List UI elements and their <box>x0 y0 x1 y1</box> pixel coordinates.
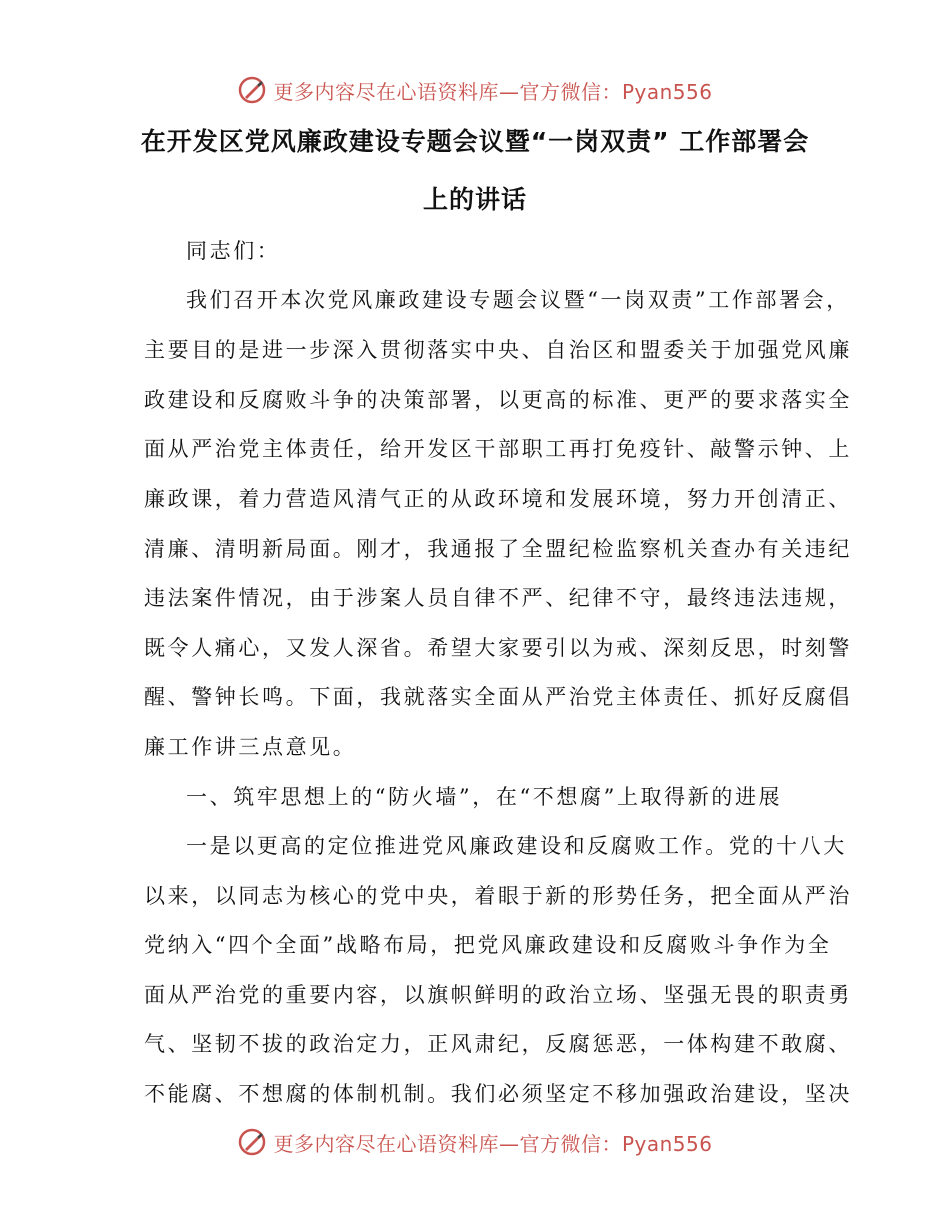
body-line: 主要目的是进一步深入贯彻落实中央、自治区和盟委关于加强党风廉 <box>144 338 852 362</box>
section-heading: 一、筑牢思想上的“防火墙”，在“不想腐”上取得新的进展 <box>186 785 783 809</box>
body-line: 醒、警钟长鸣。下面，我就落实全面从严治党主体责任、抓好反腐倡 <box>144 685 852 709</box>
body-line: 廉工作讲三点意见。 <box>144 735 357 759</box>
footer-watermark-text: 更多内容尽在心语资料库—官方微信：Pyan556 <box>273 1131 713 1156</box>
body-line: 一是以更高的定位推进党风廉政建设和反腐败工作。党的十八大 <box>186 834 847 858</box>
pen-logo-icon <box>237 1127 267 1157</box>
body-line: 气、坚韧不拔的政治定力，正风肃纪，反腐惩恶，一体构建不敢腐、 <box>144 1032 852 1056</box>
body-line: 既令人痛心，又发人深省。希望大家要引以为戒、深刻反思，时刻警 <box>144 636 852 660</box>
body-line: 政建设和反腐败斗争的决策部署，以更高的标准、更严的要求落实全 <box>144 388 852 412</box>
header-watermark-text: 更多内容尽在心语资料库—官方微信：Pyan556 <box>273 79 713 104</box>
body-line: 不能腐、不想腐的体制机制。我们必须坚定不移加强政治建设，坚决 <box>144 1082 852 1106</box>
body-line: 廉政课，着力营造风清气正的从政环境和发展环境，努力开创清正、 <box>144 487 852 511</box>
body-line: 我们召开本次党风廉政建设专题会议暨“一岗双责”工作部署会， <box>186 288 850 312</box>
body-line: 以来，以同志为核心的党中央，着眼于新的形势任务，把全面从严治 <box>144 884 852 908</box>
salutation: 同志们： <box>186 239 281 263</box>
footer-watermark <box>0 1122 950 1162</box>
pen-logo-icon <box>237 75 267 105</box>
body-line: 违法案件情况，由于涉案人员自律不严、纪律不守，最终违法违规， <box>144 586 852 610</box>
body-line: 清廉、清明新局面。刚才，我通报了全盟纪检监察机关查办有关违纪 <box>144 537 852 561</box>
document-title-line-1: 在开发区党风廉政建设专题会议暨“一岗双责” 工作部署会 <box>140 127 810 156</box>
document-title-line-2: 上的讲话 <box>422 185 527 214</box>
body-line: 面从严治党的重要内容，以旗帜鲜明的政治立场、坚强无畏的职责勇 <box>144 983 852 1007</box>
body-line: 面从严治党主体责任，给开发区干部职工再打免疫针、敲警示钟、上 <box>144 437 852 461</box>
header-watermark <box>0 70 950 110</box>
body-line: 党纳入“四个全面”战略布局，把党风廉政建设和反腐败斗争作为全 <box>144 933 832 957</box>
